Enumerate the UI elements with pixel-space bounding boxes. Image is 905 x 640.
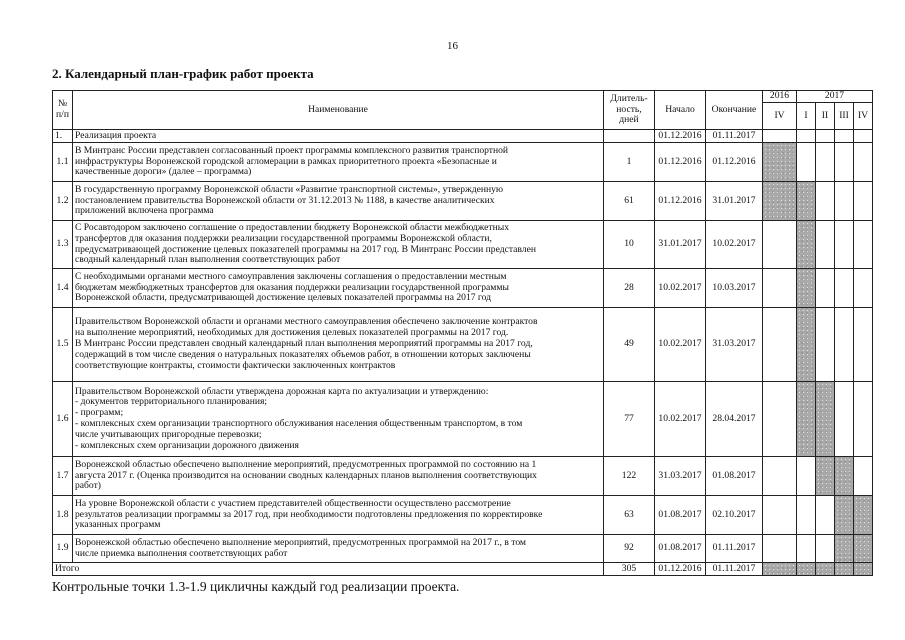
row-name [73,143,604,182]
gantt-bar [835,535,854,563]
gantt-cell [854,382,873,457]
gantt-cell [816,182,835,221]
row-start: 31.01.2017 [655,221,706,269]
col-header-end: Окончание [706,91,763,130]
gantt-cell [763,535,797,563]
gantt-bar [797,182,816,221]
row-num: 1.3 [53,221,73,269]
year-header-2016: 2016 [763,91,797,103]
page-number: 16 [447,40,458,52]
gantt-cell [763,269,797,308]
row-start: 10.02.2017 [655,382,706,457]
table-row [53,269,873,308]
row-num: 1.5 [53,308,73,382]
row-end: 01.08.2017 [706,457,763,496]
row-name-line: - программ; [75,407,124,419]
row-start: 01.12.2016 [655,143,706,182]
row-duration: 1 [604,143,655,182]
row-name-line: на выполнение мероприятий, необходимых для достижения целевых показателей программы на 2017 год. [75,327,509,339]
row-name [73,457,604,496]
row-name-line: приложений включена программа [75,205,214,217]
gantt-bar [763,143,797,182]
quarter-header: IV [763,103,797,130]
quarter-header: IV [854,103,873,130]
gantt-bar [797,382,816,457]
row-name [73,382,604,457]
row-name-line: числе учитывающих пригородные перевозки; [75,428,262,440]
row-num: 1.1 [53,143,73,182]
row-name-line: - комплексных схем организации дорожного движения [75,439,299,451]
row-name-line: сводный календарный план выполнения соответствующих работ [75,254,341,266]
row-name-line: Воронежской областью обеспечено выполнение мероприятий, предусмотренных программой по состоянию на 1 [75,458,537,470]
quarter-header: I [797,103,816,130]
gantt-cell [816,308,835,382]
col-header-num: № п/п [53,91,73,130]
gantt-cell [763,308,797,382]
gantt-cell [854,457,873,496]
row-end: 28.04.2017 [706,382,763,457]
row-duration: 10 [604,221,655,269]
row-name-line: бюджетам межбюджетных трансфертов для оказания поддержки реализации государственной программы [75,281,509,293]
gantt-cell [816,269,835,308]
row-name-line: В Минтранс России представлен сводный календарный план выполнения мероприятий программы на 2017 год, [75,338,533,350]
row-name-line: - документов территориального планирования; [75,396,268,408]
table-row [53,457,873,496]
quarter-header: III [835,103,854,130]
row-name [73,182,604,221]
total-end: 01.11.2017 [706,563,763,576]
gantt-cell [835,269,854,308]
year-header-2017: 2017 [797,91,873,103]
section-end: 01.11.2017 [706,130,763,143]
table-row [53,221,873,269]
row-name-line: Воронежской области, предусматривающей достижение целевых показателей программы на 2017 год [75,292,492,304]
gantt-bar [763,563,797,576]
row-name [73,269,604,308]
total-start: 01.12.2016 [655,563,706,576]
row-duration: 77 [604,382,655,457]
gantt-cell [763,382,797,457]
gantt-bar [797,308,816,382]
row-duration: 49 [604,308,655,382]
row-name-line: - комплексных схем организации транспортного обслуживания населения общественным транспортом, в том [75,418,523,429]
row-name-line: соответствующие контракты, стоимости фактически заключенных контрактов [75,359,396,371]
gantt-cell [835,308,854,382]
row-name [73,535,604,563]
row-num: 1.6 [53,382,73,457]
row-name-line: Воронежской областью обеспечено выполнение мероприятий, предусмотренных программой на 2017 г., в том [75,536,526,548]
gantt-cell [763,457,797,496]
row-start: 01.12.2016 [655,182,706,221]
row-num: 1.7 [53,457,73,496]
gantt-cell [854,221,873,269]
col-header-start: Начало [655,91,706,130]
gantt-cell [797,143,816,182]
row-name-line: С необходимыми органами местного самоуправления заключены соглашения о предоставлении местным [75,270,507,282]
row-name-line: В государственную программу Воронежской области «Развитие транспортной системы», утвержденную [75,183,504,195]
gantt-cell [835,221,854,269]
row-name-line: Правительством Воронежской области и органами местного самоуправления обеспечено заключение контрактов [75,316,538,328]
section-start: 01.12.2016 [655,130,706,143]
row-name-line: В Минтранс России представлен согласованный проект программы комплексного развития транспортной [75,144,509,156]
gantt-bar [854,563,873,576]
row-name-line: инфраструктуры Воронежской городской агломерации в рамках приоритетного проекта «Безопасные и [75,155,497,167]
row-end: 10.03.2017 [706,269,763,308]
gantt-bar [816,457,835,496]
gantt-cell [854,269,873,308]
row-name [73,221,604,269]
gantt-cell [797,496,816,535]
row-end: 01.11.2017 [706,535,763,563]
col-header-duration: Длитель- ность, дней [604,91,655,130]
section-num: 1. [53,130,73,143]
gantt-cell [763,221,797,269]
total-label: Итого [53,563,604,576]
gantt-cell [835,182,854,221]
table-row [53,496,873,535]
row-duration: 92 [604,535,655,563]
row-start: 10.02.2017 [655,269,706,308]
gantt-cell [763,496,797,535]
row-name-line: работ) [75,480,101,492]
section-row [53,130,873,143]
table-row [53,382,873,457]
gantt-bar [835,457,854,496]
gantt-cell [835,382,854,457]
table-row [53,308,873,382]
row-end: 31.01.2017 [706,182,763,221]
footnote: Контрольные точки 1.3-1.9 цикличны каждый год реализации проекта. [52,579,460,594]
gantt-bar [835,496,854,535]
row-name-line: постановлением правительства Воронежской области от 31.12.2013 № 1188, в качестве аналитических [75,194,495,206]
row-name-line: числе приемка выполнения соответствующих работ [75,547,288,559]
table-row [53,535,873,563]
row-end: 01.12.2016 [706,143,763,182]
gantt-bar [797,269,816,308]
gantt-cell [816,221,835,269]
row-name-line: указанных программ [75,519,161,531]
total-row [53,563,873,576]
gantt-cell [816,143,835,182]
row-name [73,308,604,382]
gantt-bar [797,563,816,576]
row-name-line: С Росавтодором заключено соглашение о предоставлении бюджету Воронежской области межбюджетных [75,221,510,233]
row-duration: 63 [604,496,655,535]
row-name-line: содержащий в том числе сведения о натуральных показателях объемов работ, в отношении которых заключены [75,348,531,360]
row-end: 02.10.2017 [706,496,763,535]
row-num: 1.2 [53,182,73,221]
row-duration: 28 [604,269,655,308]
row-start: 10.02.2017 [655,308,706,382]
gantt-bar [835,563,854,576]
row-name-line: качественные дороги» (далее – программа) [75,166,252,178]
gantt-cell [816,496,835,535]
section-heading: 2. Календарный план-график работ проекта [52,66,314,81]
gantt-cell [797,535,816,563]
gantt-cell [854,143,873,182]
gantt-bar [816,382,835,457]
row-num: 1.9 [53,535,73,563]
row-name-line: августа 2017 г. (Оценка производится на основании сводных календарных планов выполнения соответствующих [75,469,537,481]
row-end: 10.02.2017 [706,221,763,269]
total-duration: 305 [604,563,655,576]
row-num: 1.4 [53,269,73,308]
row-duration: 61 [604,182,655,221]
gantt-bar [854,535,873,563]
row-name-line: На уровне Воронежской области с участием представителей общественности осуществлено рассмотрение [75,497,511,509]
gantt-cell [854,308,873,382]
gantt-bar [816,563,835,576]
row-end: 31.03.2017 [706,308,763,382]
row-name-line: предусматривающей достижение целевых показателей программы на 2017 год. В Минтранс России представлен [75,243,536,255]
row-name-line: Правительством Воронежской области утверждена дорожная карта по актуализации и утверждению: [75,385,489,397]
gantt-bar [797,221,816,269]
gantt-cell [854,182,873,221]
row-name [73,496,604,535]
section-name: Реализация проекта [73,130,604,143]
calendar-plan-table [52,90,873,576]
row-num: 1.8 [53,496,73,535]
gantt-bar [854,496,873,535]
row-name-line: трансфертов для оказания поддержки реализации государственной программы Воронежской области, [75,232,492,244]
row-start: 01.08.2017 [655,496,706,535]
quarter-header: II [816,103,835,130]
col-header-name: Наименование [73,91,604,130]
row-start: 01.08.2017 [655,535,706,563]
row-duration: 122 [604,457,655,496]
row-start: 31.03.2017 [655,457,706,496]
row-name-line: результатов реализации программы за 2017 год, при необходимости подготовлены предложения по корректировке [75,508,543,520]
gantt-cell [797,457,816,496]
gantt-cell [835,143,854,182]
table-row [53,182,873,221]
table-row [53,143,873,182]
gantt-bar [763,182,797,221]
gantt-cell [816,535,835,563]
